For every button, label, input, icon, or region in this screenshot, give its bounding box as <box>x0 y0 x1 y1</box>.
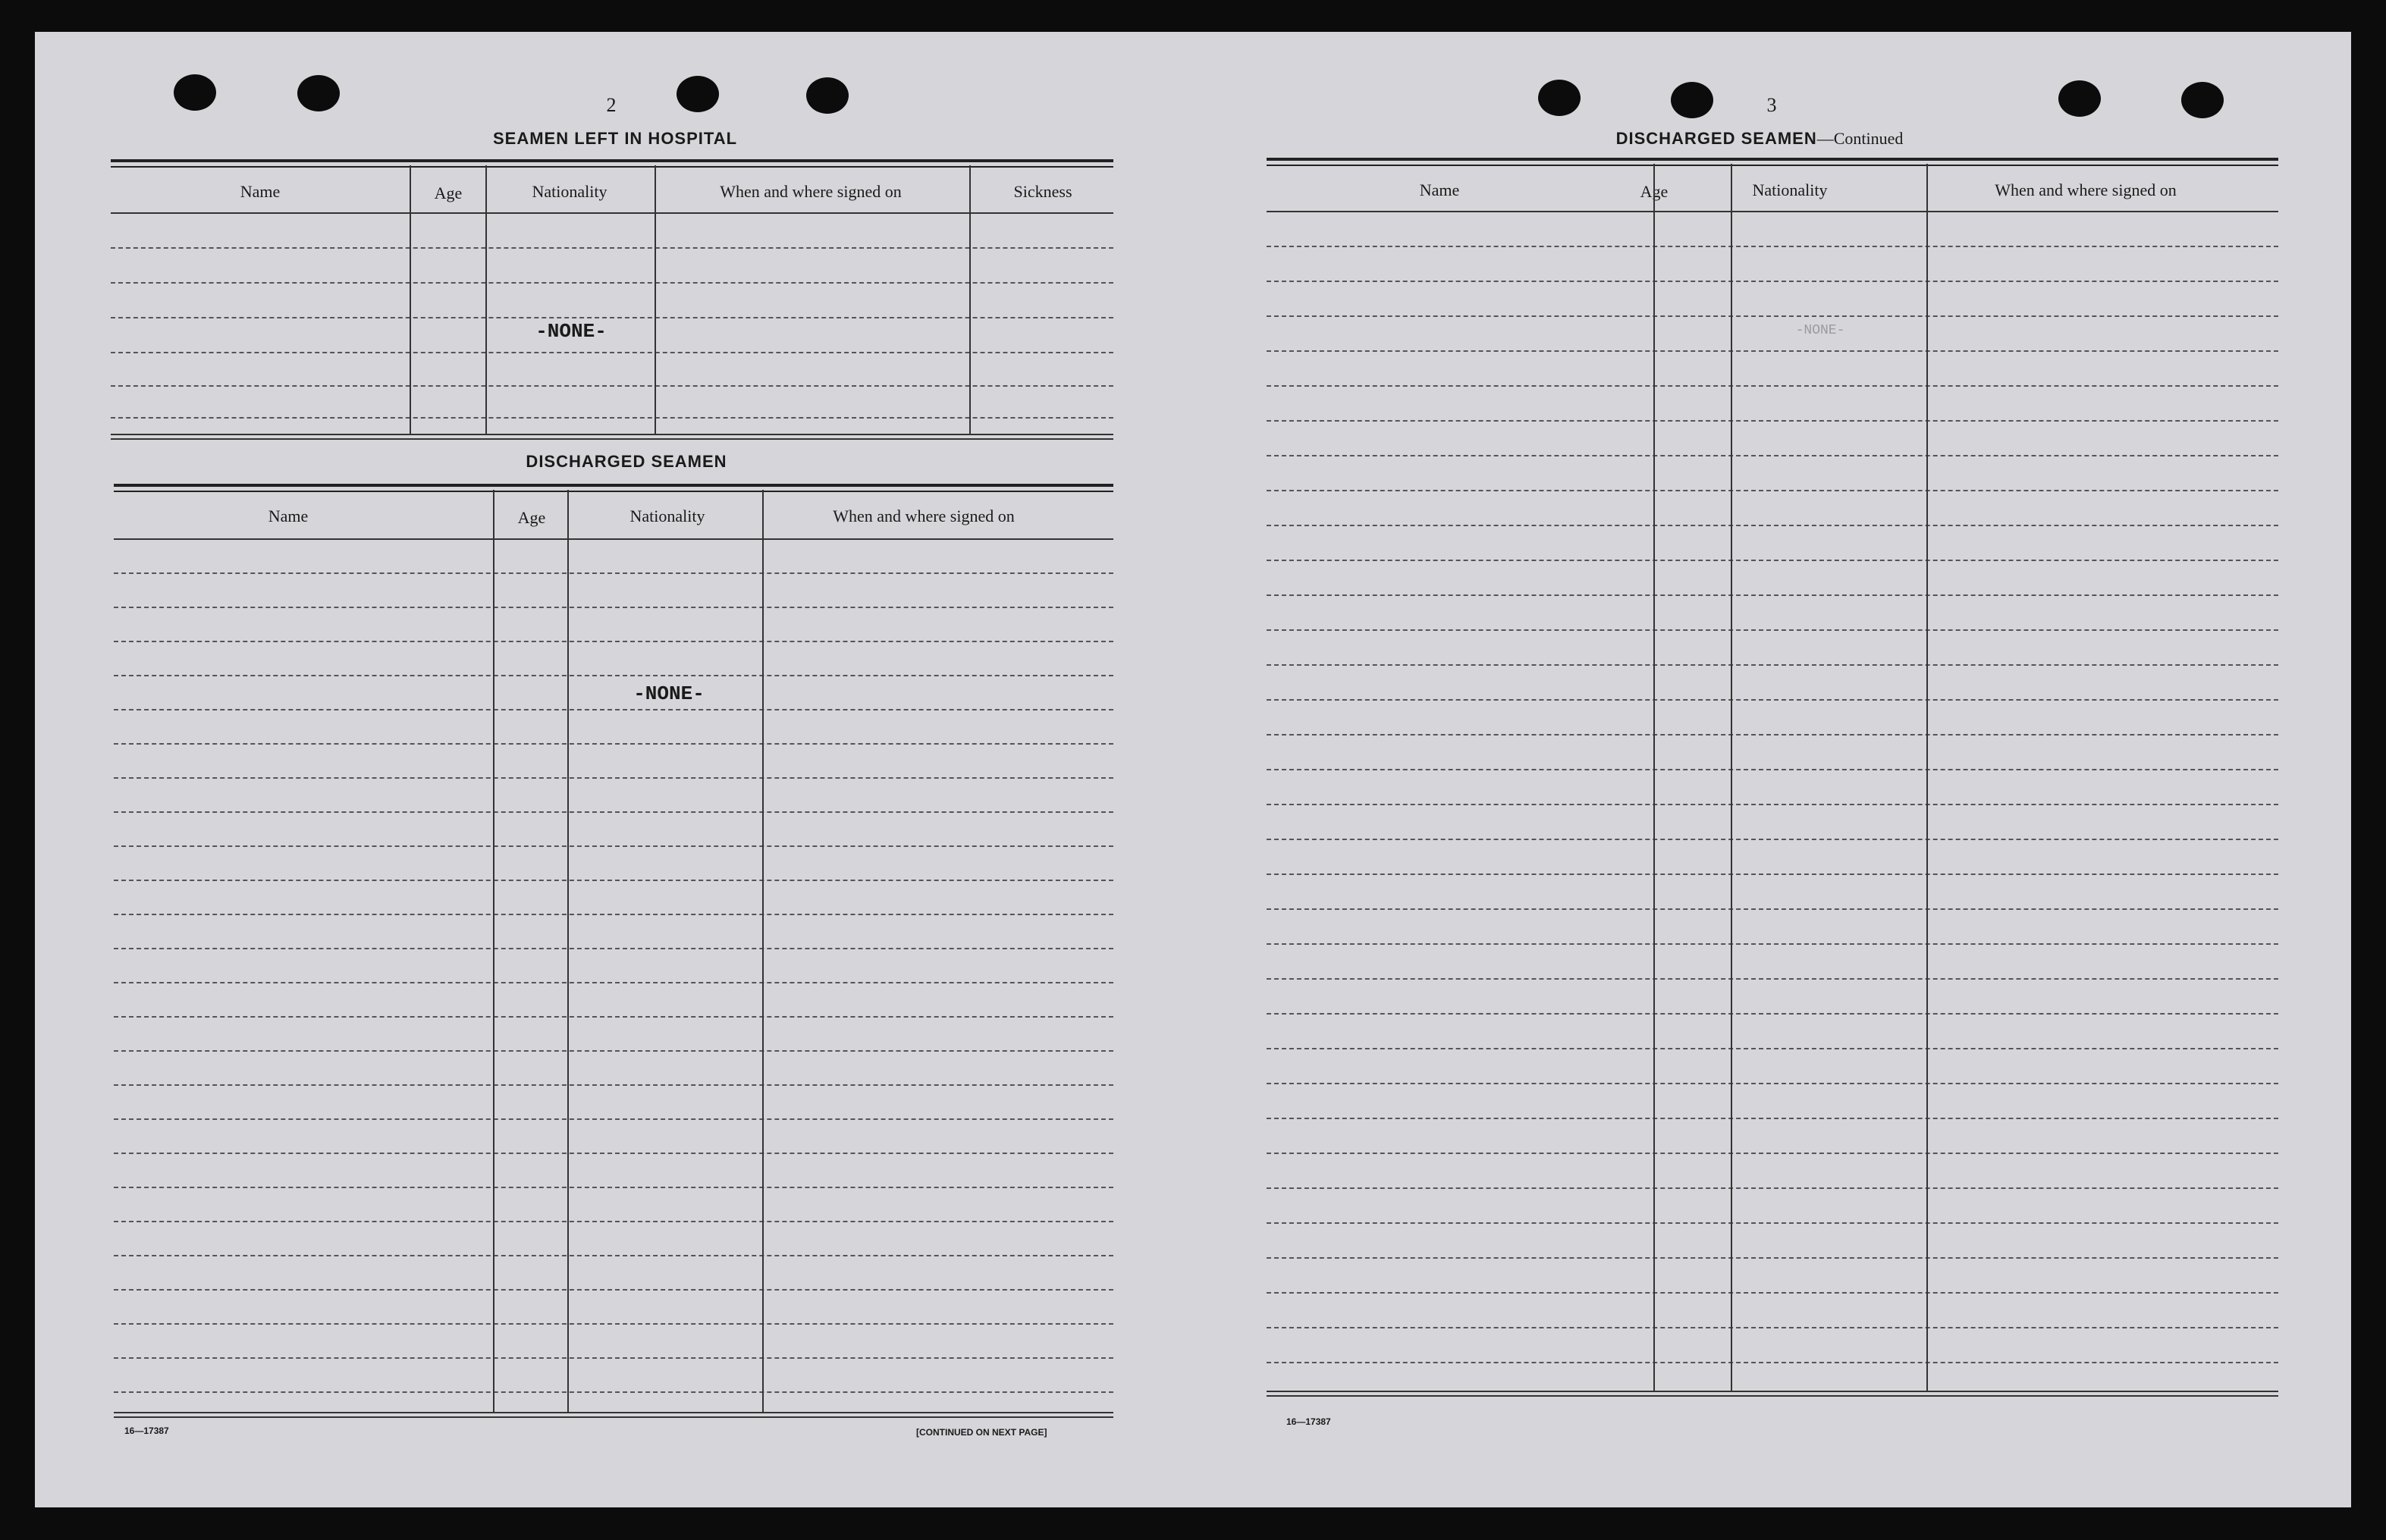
page-number-left: 2 <box>606 94 617 116</box>
discharged-table-left <box>114 484 1113 1462</box>
col-header-signed-on: When and where signed on <box>1995 180 2177 199</box>
discharged-table-right <box>1267 158 2278 1447</box>
hospital-none-stamp: -NONE- <box>535 320 607 343</box>
punch-hole <box>806 77 849 114</box>
continued-suffix: —Continued <box>1816 129 1904 148</box>
col-header-name: Name <box>1419 180 1460 199</box>
col-header-name: Name <box>268 507 309 525</box>
punch-hole <box>1671 82 1713 118</box>
col-header-signed-on: When and where signed on <box>833 507 1015 525</box>
punch-hole <box>174 74 216 111</box>
discharged-continued-none-stamp: -NONE- <box>1795 323 1845 338</box>
col-header-age: Age <box>1640 182 1669 201</box>
discharged-none-stamp: -NONE- <box>633 682 705 705</box>
col-header-age: Age <box>434 183 463 202</box>
form-number-right: 16—17387 <box>1286 1416 1331 1427</box>
hospital-section-title: SEAMEN LEFT IN HOSPITAL <box>492 129 738 148</box>
document-sheet <box>35 32 2351 1507</box>
col-header-nationality: Nationality <box>1752 180 1828 199</box>
punch-hole <box>297 75 340 111</box>
discharged-section-title: DISCHARGED SEAMEN <box>526 452 727 471</box>
col-header-name: Name <box>240 182 281 201</box>
discharged-continued-title <box>1616 129 1904 149</box>
form-number-left: 16—17387 <box>124 1426 169 1436</box>
col-header-age: Age <box>517 508 546 527</box>
col-header-nationality: Nationality <box>629 507 705 525</box>
page-number-right: 3 <box>1766 94 1777 116</box>
discharged-continued-title-text: DISCHARGED SEAMEN <box>1615 129 1817 148</box>
hospital-table <box>111 159 1113 463</box>
punch-hole <box>2181 82 2224 118</box>
punch-hole <box>1538 80 1581 116</box>
col-header-nationality: Nationality <box>532 182 607 201</box>
col-header-sickness: Sickness <box>1013 182 1072 201</box>
continued-note: [CONTINUED ON NEXT PAGE] <box>916 1427 1047 1438</box>
col-header-signed-on: When and where signed on <box>720 182 902 201</box>
punch-hole <box>677 76 719 112</box>
punch-hole <box>2058 80 2101 117</box>
